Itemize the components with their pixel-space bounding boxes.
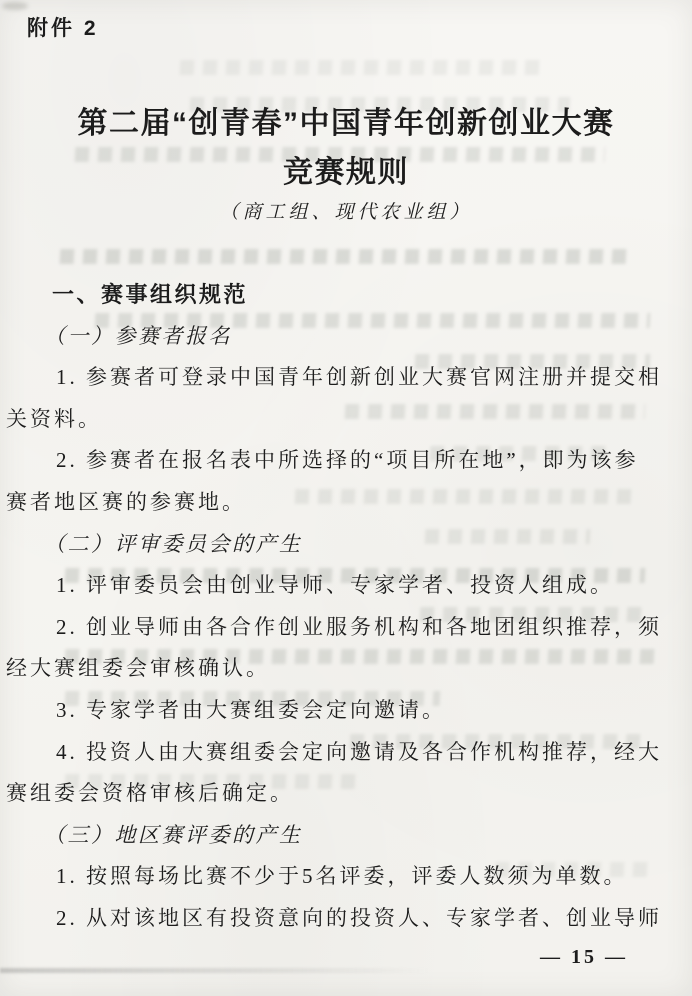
- body-text-line: 2. 从对该地区有投资意向的投资人、专家学者、创业导师: [56, 905, 662, 930]
- body-text-line: 赛者地区赛的参赛地。: [6, 489, 246, 514]
- subsection-heading: （三）地区赛评委的产生: [44, 822, 303, 847]
- body-text-line: 1. 评审委员会由创业导师、专家学者、投资人组成。: [56, 573, 614, 598]
- body-text-line: 2. 创业导师由各合作创业服务机构和各地团组织推荐，须: [56, 614, 662, 639]
- section-heading: 一、赛事组织规范: [52, 282, 249, 307]
- subsection-heading: （二）评审委员会的产生: [44, 531, 303, 556]
- page-number: — 15 —: [540, 946, 628, 968]
- body-text-line: 2. 参赛者在报名表中所选择的“项目所在地”，即为该参: [56, 448, 639, 473]
- body-text-line: 4. 投资人由大赛组委会定向邀请及各合作机构推荐，经大: [56, 739, 662, 764]
- body-text-line: 赛组委会资格审核后确定。: [6, 781, 294, 806]
- body-text-line: 经大赛组委会审核确认。: [6, 656, 270, 681]
- body-text-line: 1. 参赛者可登录中国青年创新创业大赛官网注册并提交相: [56, 365, 662, 390]
- body-text-line: 关资料。: [6, 406, 102, 431]
- attachment-label: 附件 2: [27, 17, 99, 40]
- document-subtitle: （商工组、现代农业组）: [219, 202, 473, 223]
- body-text-line: 3. 专家学者由大赛组委会定向邀请。: [56, 697, 446, 722]
- body-text-line: 1. 按照每场比赛不少于5名评委，评委人数须为单数。: [56, 864, 628, 889]
- document-title-line2: 竞赛规则: [283, 156, 409, 189]
- document-title-line1: 第二届“创青春”中国青年创新创业大赛: [77, 107, 615, 140]
- document-title: [0, 99, 692, 197]
- document-body: [6, 274, 662, 940]
- subsection-heading: （一）参赛者报名: [44, 323, 232, 348]
